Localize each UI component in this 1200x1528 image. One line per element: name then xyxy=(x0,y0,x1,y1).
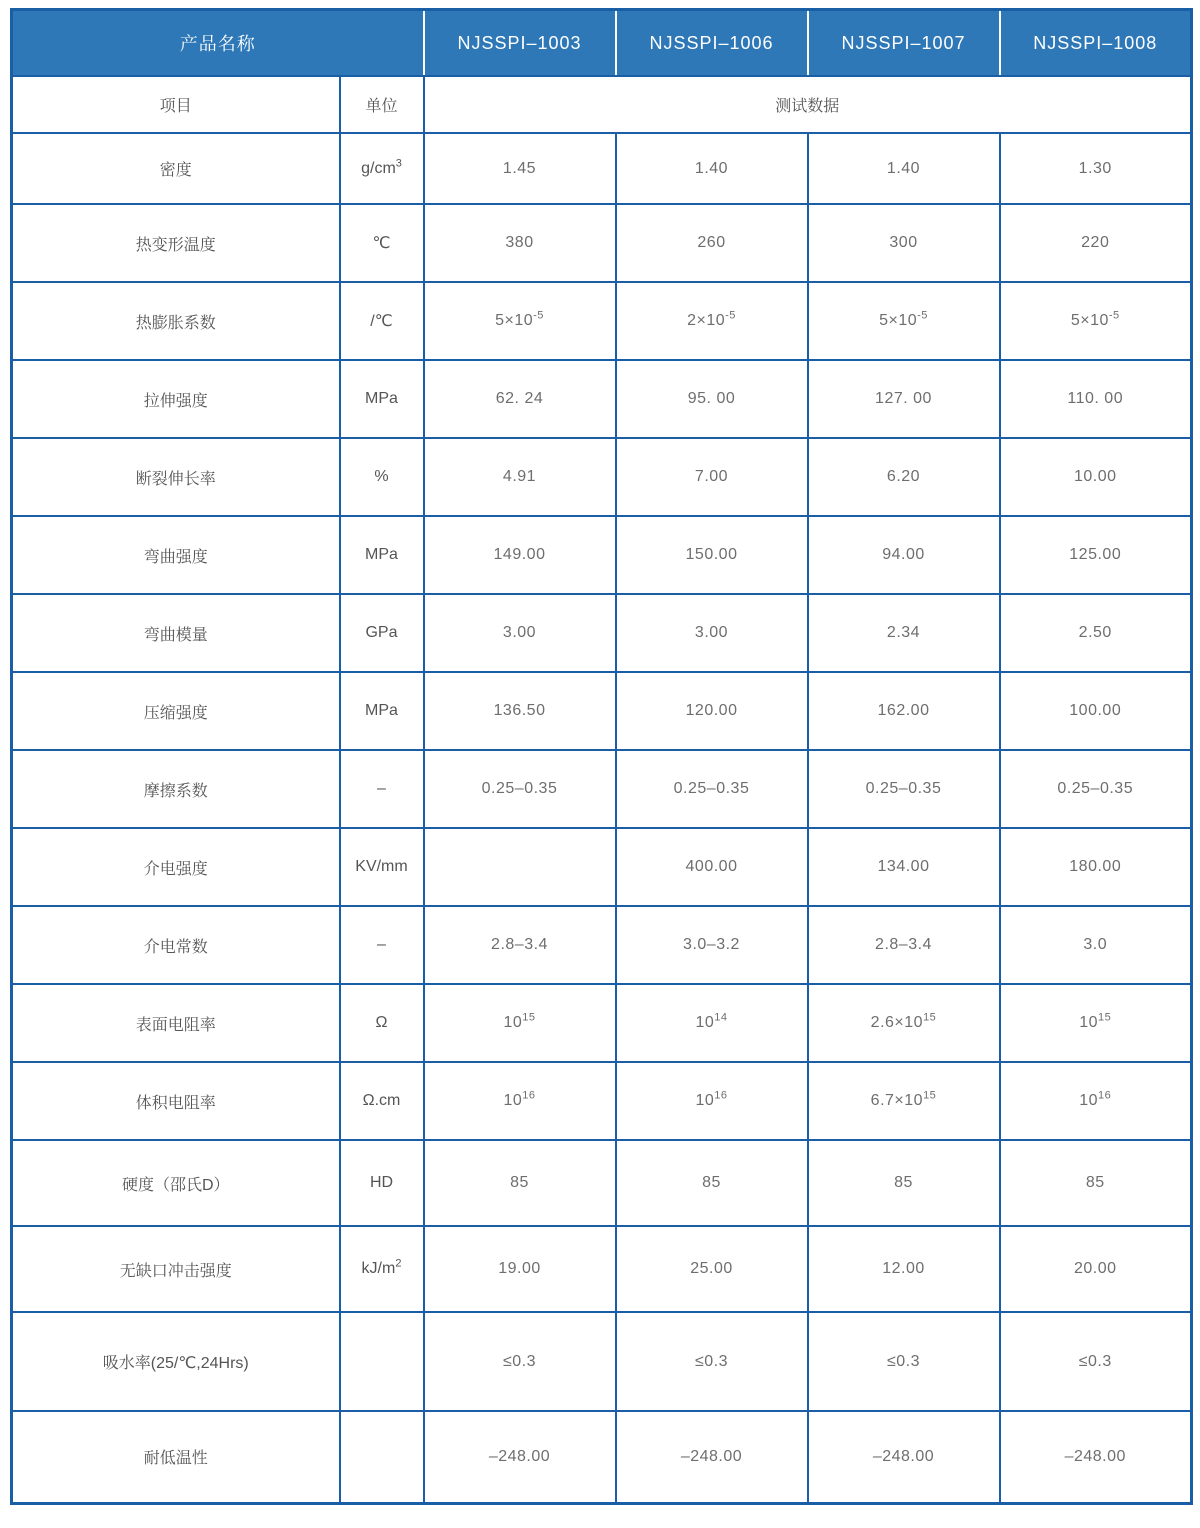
subheader-row xyxy=(12,76,1192,133)
spec-value: ≤0.3 xyxy=(616,1312,808,1411)
spec-unit: /℃ xyxy=(340,282,424,360)
product-name-header: 产品名称 xyxy=(12,10,424,77)
spec-value: 20.00 xyxy=(1000,1226,1192,1312)
spec-row xyxy=(12,828,1192,906)
spec-unit: $g/cm^3$ xyxy=(340,133,424,204)
spec-unit: % xyxy=(340,438,424,516)
spec-value: 6.20 xyxy=(808,438,1000,516)
spec-value: 260 xyxy=(616,204,808,282)
spec-unit: – xyxy=(340,750,424,828)
spec-value: $6.7\times 10^{15}$ xyxy=(808,1062,1000,1140)
spec-unit: – xyxy=(340,906,424,984)
spec-value: 100.00 xyxy=(1000,672,1192,750)
spec-value: 150.00 xyxy=(616,516,808,594)
spec-value: 85 xyxy=(808,1140,1000,1226)
spec-value: 4.91 xyxy=(424,438,616,516)
spec-value: $10^{16}$ xyxy=(616,1062,808,1140)
spec-value: 149.00 xyxy=(424,516,616,594)
spec-unit: ℃ xyxy=(340,204,424,282)
spec-value: 380 xyxy=(424,204,616,282)
product-column-header-4: NJSSPI–1008 xyxy=(1000,10,1192,77)
spec-unit: MPa xyxy=(340,672,424,750)
spec-value: 0.25–0.35 xyxy=(808,750,1000,828)
spec-value: $2.6\times 10^{15}$ xyxy=(808,984,1000,1062)
spec-value: 10.00 xyxy=(1000,438,1192,516)
spec-row xyxy=(12,750,1192,828)
spec-item-name: 无缺口冲击强度 xyxy=(12,1226,340,1312)
spec-value: 220 xyxy=(1000,204,1192,282)
spec-value: 85 xyxy=(616,1140,808,1226)
spec-item-name: 介电常数 xyxy=(12,906,340,984)
spec-unit xyxy=(340,1312,424,1411)
spec-value: 125.00 xyxy=(1000,516,1192,594)
product-column-header-2: NJSSPI–1006 xyxy=(616,10,808,77)
spec-value: $10^{15}$ xyxy=(424,984,616,1062)
spec-value: 25.00 xyxy=(616,1226,808,1312)
spec-value: 2.8–3.4 xyxy=(808,906,1000,984)
spec-value: 3.00 xyxy=(616,594,808,672)
spec-item-name: 弯曲强度 xyxy=(12,516,340,594)
spec-row xyxy=(12,672,1192,750)
spec-value: 400.00 xyxy=(616,828,808,906)
product-header-row xyxy=(12,10,1192,77)
spec-unit: KV/mm xyxy=(340,828,424,906)
spec-value: –248.00 xyxy=(1000,1411,1192,1503)
spec-row xyxy=(12,1140,1192,1226)
spec-value: 2.50 xyxy=(1000,594,1192,672)
spec-row xyxy=(12,516,1192,594)
spec-value: –248.00 xyxy=(616,1411,808,1503)
spec-value: 136.50 xyxy=(424,672,616,750)
spec-value: 1.40 xyxy=(808,133,1000,204)
unit-label-cell: 单位 xyxy=(340,76,424,133)
spec-item-name: 介电强度 xyxy=(12,828,340,906)
spec-value: 110. 00 xyxy=(1000,360,1192,438)
spec-value: 94.00 xyxy=(808,516,1000,594)
spec-row xyxy=(12,133,1192,204)
spec-item-name: 弯曲模量 xyxy=(12,594,340,672)
spec-value: 1.45 xyxy=(424,133,616,204)
spec-row xyxy=(12,1411,1192,1503)
spec-row xyxy=(12,594,1192,672)
spec-value: 2.34 xyxy=(808,594,1000,672)
spec-value: 1.30 xyxy=(1000,133,1192,204)
spec-value: $5\times 10^{-5}$ xyxy=(1000,282,1192,360)
spec-unit: Ω.cm xyxy=(340,1062,424,1140)
test-data-label-cell: 测试数据 xyxy=(424,76,1192,133)
spec-item-name: 硬度（邵氏D） xyxy=(12,1140,340,1226)
spec-unit: GPa xyxy=(340,594,424,672)
spec-row xyxy=(12,984,1192,1062)
spec-item-name: 拉伸强度 xyxy=(12,360,340,438)
spec-value: 162.00 xyxy=(808,672,1000,750)
spec-row xyxy=(12,204,1192,282)
spec-unit: Ω xyxy=(340,984,424,1062)
spec-item-name: 表面电阻率 xyxy=(12,984,340,1062)
spec-value: 300 xyxy=(808,204,1000,282)
spec-value: 62. 24 xyxy=(424,360,616,438)
spec-value xyxy=(424,828,616,906)
spec-value: ≤0.3 xyxy=(1000,1312,1192,1411)
spec-value: $5\times 10^{-5}$ xyxy=(424,282,616,360)
spec-row xyxy=(12,1226,1192,1312)
spec-row xyxy=(12,906,1192,984)
spec-row xyxy=(12,360,1192,438)
spec-unit: $kJ/m^2$ xyxy=(340,1226,424,1312)
spec-value: 12.00 xyxy=(808,1226,1000,1312)
spec-value: 127. 00 xyxy=(808,360,1000,438)
spec-value: 3.0 xyxy=(1000,906,1192,984)
spec-item-name: 摩擦系数 xyxy=(12,750,340,828)
spec-value: 0.25–0.35 xyxy=(616,750,808,828)
spec-value: $10^{15}$ xyxy=(1000,984,1192,1062)
spec-unit xyxy=(340,1411,424,1503)
spec-value: 1.40 xyxy=(616,133,808,204)
spec-value: 134.00 xyxy=(808,828,1000,906)
spec-table-body xyxy=(12,133,1192,1503)
spec-value: $5\times 10^{-5}$ xyxy=(808,282,1000,360)
spec-value: $10^{14}$ xyxy=(616,984,808,1062)
spec-item-name: 压缩强度 xyxy=(12,672,340,750)
spec-value: ≤0.3 xyxy=(808,1312,1000,1411)
spec-value: 3.00 xyxy=(424,594,616,672)
product-column-header-1: NJSSPI–1003 xyxy=(424,10,616,77)
spec-item-name: 断裂伸长率 xyxy=(12,438,340,516)
spec-item-name: 体积电阻率 xyxy=(12,1062,340,1140)
spec-value: $2\times 10^{-5}$ xyxy=(616,282,808,360)
spec-row xyxy=(12,282,1192,360)
spec-value: 95. 00 xyxy=(616,360,808,438)
spec-value: $10^{16}$ xyxy=(424,1062,616,1140)
spec-unit: MPa xyxy=(340,360,424,438)
spec-unit: HD xyxy=(340,1140,424,1226)
spec-value: 3.0–3.2 xyxy=(616,906,808,984)
spec-item-name: 吸水率(25/℃,24Hrs) xyxy=(12,1312,340,1411)
spec-item-name: 密度 xyxy=(12,133,340,204)
spec-item-name: 热变形温度 xyxy=(12,204,340,282)
spec-value: $10^{16}$ xyxy=(1000,1062,1192,1140)
spec-value: 19.00 xyxy=(424,1226,616,1312)
spec-value: 0.25–0.35 xyxy=(1000,750,1192,828)
spec-row xyxy=(12,1312,1192,1411)
spec-item-name: 耐低温性 xyxy=(12,1411,340,1503)
spec-value: 2.8–3.4 xyxy=(424,906,616,984)
spec-unit: MPa xyxy=(340,516,424,594)
product-column-header-3: NJSSPI–1007 xyxy=(808,10,1000,77)
spec-value: –248.00 xyxy=(424,1411,616,1503)
item-label-cell: 项目 xyxy=(12,76,340,133)
spec-value: 85 xyxy=(1000,1140,1192,1226)
spec-item-name: 热膨胀系数 xyxy=(12,282,340,360)
spec-value: 7.00 xyxy=(616,438,808,516)
spec-value: –248.00 xyxy=(808,1411,1000,1503)
spec-row xyxy=(12,1062,1192,1140)
spec-value: 0.25–0.35 xyxy=(424,750,616,828)
spec-value: ≤0.3 xyxy=(424,1312,616,1411)
spec-value: 180.00 xyxy=(1000,828,1192,906)
spec-value: 120.00 xyxy=(616,672,808,750)
spec-row xyxy=(12,438,1192,516)
spec-value: 85 xyxy=(424,1140,616,1226)
product-spec-table xyxy=(10,8,1193,1505)
